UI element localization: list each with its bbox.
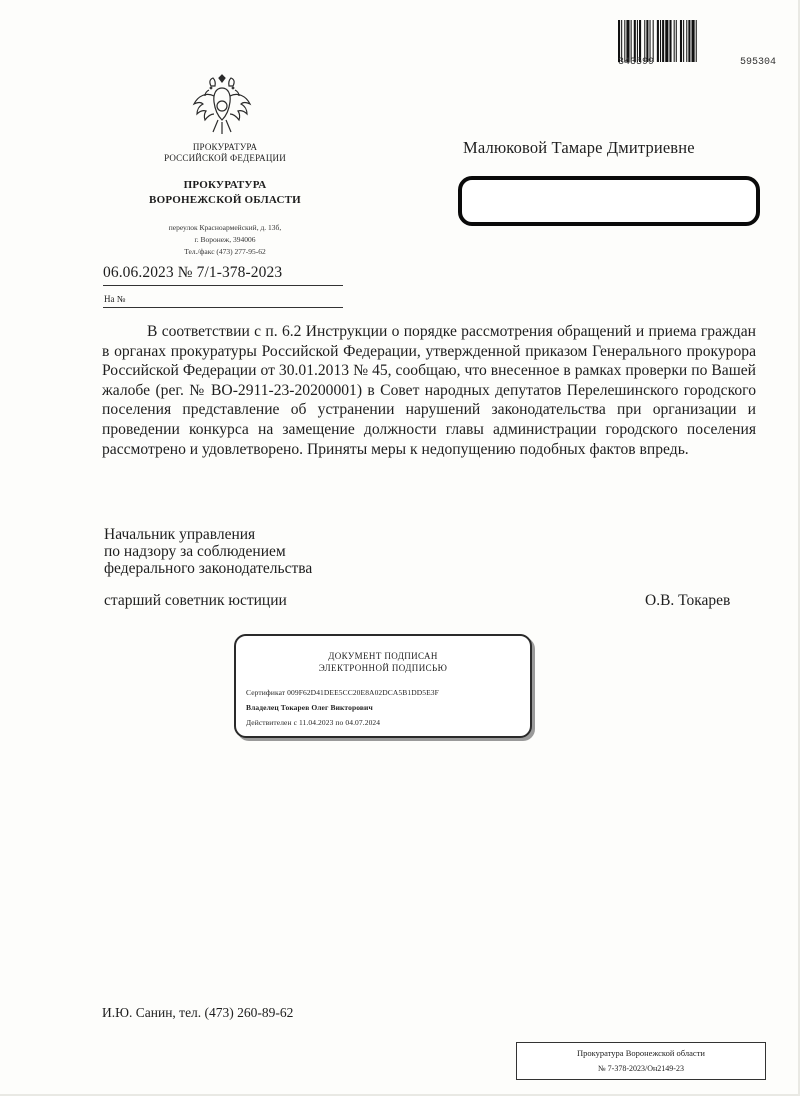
barcode-bar [624, 20, 625, 62]
barcode-bar [621, 20, 622, 62]
stamp-title-line1: ДОКУМЕНТ ПОДПИСАН [328, 651, 438, 661]
registry-line2: № 7-378-2023/Он2149-23 [598, 1064, 684, 1073]
sender-office [120, 178, 330, 208]
barcode-bar [692, 20, 695, 62]
stamp-owner: Владелец Токарев Олег Викторович [246, 703, 373, 712]
letter-body-paragraph: В соответствии с п. 6.2 Инструкции о порядке рассмотрения обращений и приема граждан в органах прокуратуры Российской Федерации, утвержденной приказом Генерального прокурора Российской Федерации от 30.01.2013 № 45, сообщаю, что внесенное в рамках проверки по Вашей жалобе (рег. № ВО-2911-23-20200001) в Совет народных депутатов Перелешинского городского поселения представление об устранении нарушений законодательства при организации и проведении конкурса на замещение должности главы администрации городского поселения рассмотрено и удовлетворено. Приняты меры к недопущению подобных фактов впредь. [102, 323, 756, 458]
addressee-name: Малюковой Тамаре Дмитриевне [463, 138, 695, 157]
signer-name: О.В. Токарев [645, 592, 731, 609]
registry-stamp-box [516, 1042, 766, 1080]
sender-address [130, 222, 320, 258]
registration-underline [103, 285, 343, 286]
sender-address-line3: Тел./факс (473) 277-95-62 [184, 247, 266, 256]
barcode-bar [676, 20, 677, 62]
sender-address-line2: г. Воронеж, 394006 [194, 235, 256, 244]
sender-org-line2: РОССИЙСКОЙ ФЕДЕРАЦИИ [164, 153, 286, 163]
sender-address-line1: переулок Красноармейский, д. 13б, [168, 223, 282, 232]
signer-rank: старший советник юстиции [104, 592, 287, 609]
barcode [618, 20, 772, 62]
barcode-bar [631, 20, 632, 62]
barcode-bar [639, 20, 641, 62]
stamp-certificate: Сертификат 009F62D41DEE5CC20E8A02DCA5B1DD5E3F [246, 688, 439, 697]
signer-position-line2: по надзору за соблюдением [104, 543, 286, 560]
registration-date-number: 06.06.2023 № 7/1-378-2023 [103, 264, 283, 281]
barcode-bar [657, 20, 659, 62]
barcode-bar [669, 20, 671, 62]
stamp-validity: Действителен с 11.04.2023 по 04.07.2024 [246, 718, 381, 727]
barcode-bar [618, 20, 620, 62]
double-headed-eagle-emblem-icon [191, 74, 253, 140]
executor-contact: И.Ю. Санин, тел. (473) 260-89-62 [102, 1005, 294, 1020]
signer-position-line1: Начальник управления [104, 526, 256, 543]
barcode-bar [680, 20, 682, 62]
barcode-bar [688, 20, 690, 62]
barcode-bar [683, 20, 684, 62]
barcode-bar [665, 20, 668, 62]
signer-position-line3: федерального законодательства [104, 560, 313, 577]
redacted-address-box [458, 176, 760, 226]
letter-body [102, 322, 756, 459]
barcode-bar [653, 20, 654, 62]
barcode-bar [674, 20, 675, 62]
barcode-bar [646, 20, 648, 62]
electronic-signature-stamp [234, 634, 532, 738]
barcode-left-number: 343599 [618, 57, 655, 68]
barcode-bar [686, 20, 687, 62]
registry-line1: Прокуратура Воронежской области [577, 1048, 705, 1058]
stamp-title-line2: ЭЛЕКТРОННОЙ ПОДПИСЬЮ [318, 663, 448, 673]
barcode-bar [662, 20, 664, 62]
sender-org-header [120, 142, 330, 164]
barcode-bar [650, 20, 651, 62]
reply-to-underline [103, 307, 343, 308]
barcode-bar [634, 20, 636, 62]
reply-to-label: На № [104, 294, 126, 304]
stamp-title [236, 650, 530, 674]
barcode-right-number: 595304 [739, 57, 776, 68]
barcode-numbers [618, 57, 776, 68]
sender-office-line1: ПРОКУРАТУРА [183, 179, 267, 191]
barcode-bar [696, 20, 697, 62]
signer-position [104, 526, 434, 577]
barcode-bar [637, 20, 638, 62]
sender-org-line1: ПРОКУРАТУРА [192, 142, 258, 152]
sender-office-line2: ВОРОНЕЖСКОЙ ОБЛАСТИ [149, 194, 301, 206]
barcode-bar [660, 20, 661, 62]
barcode-bar [644, 20, 645, 62]
barcode-bar [626, 20, 629, 62]
